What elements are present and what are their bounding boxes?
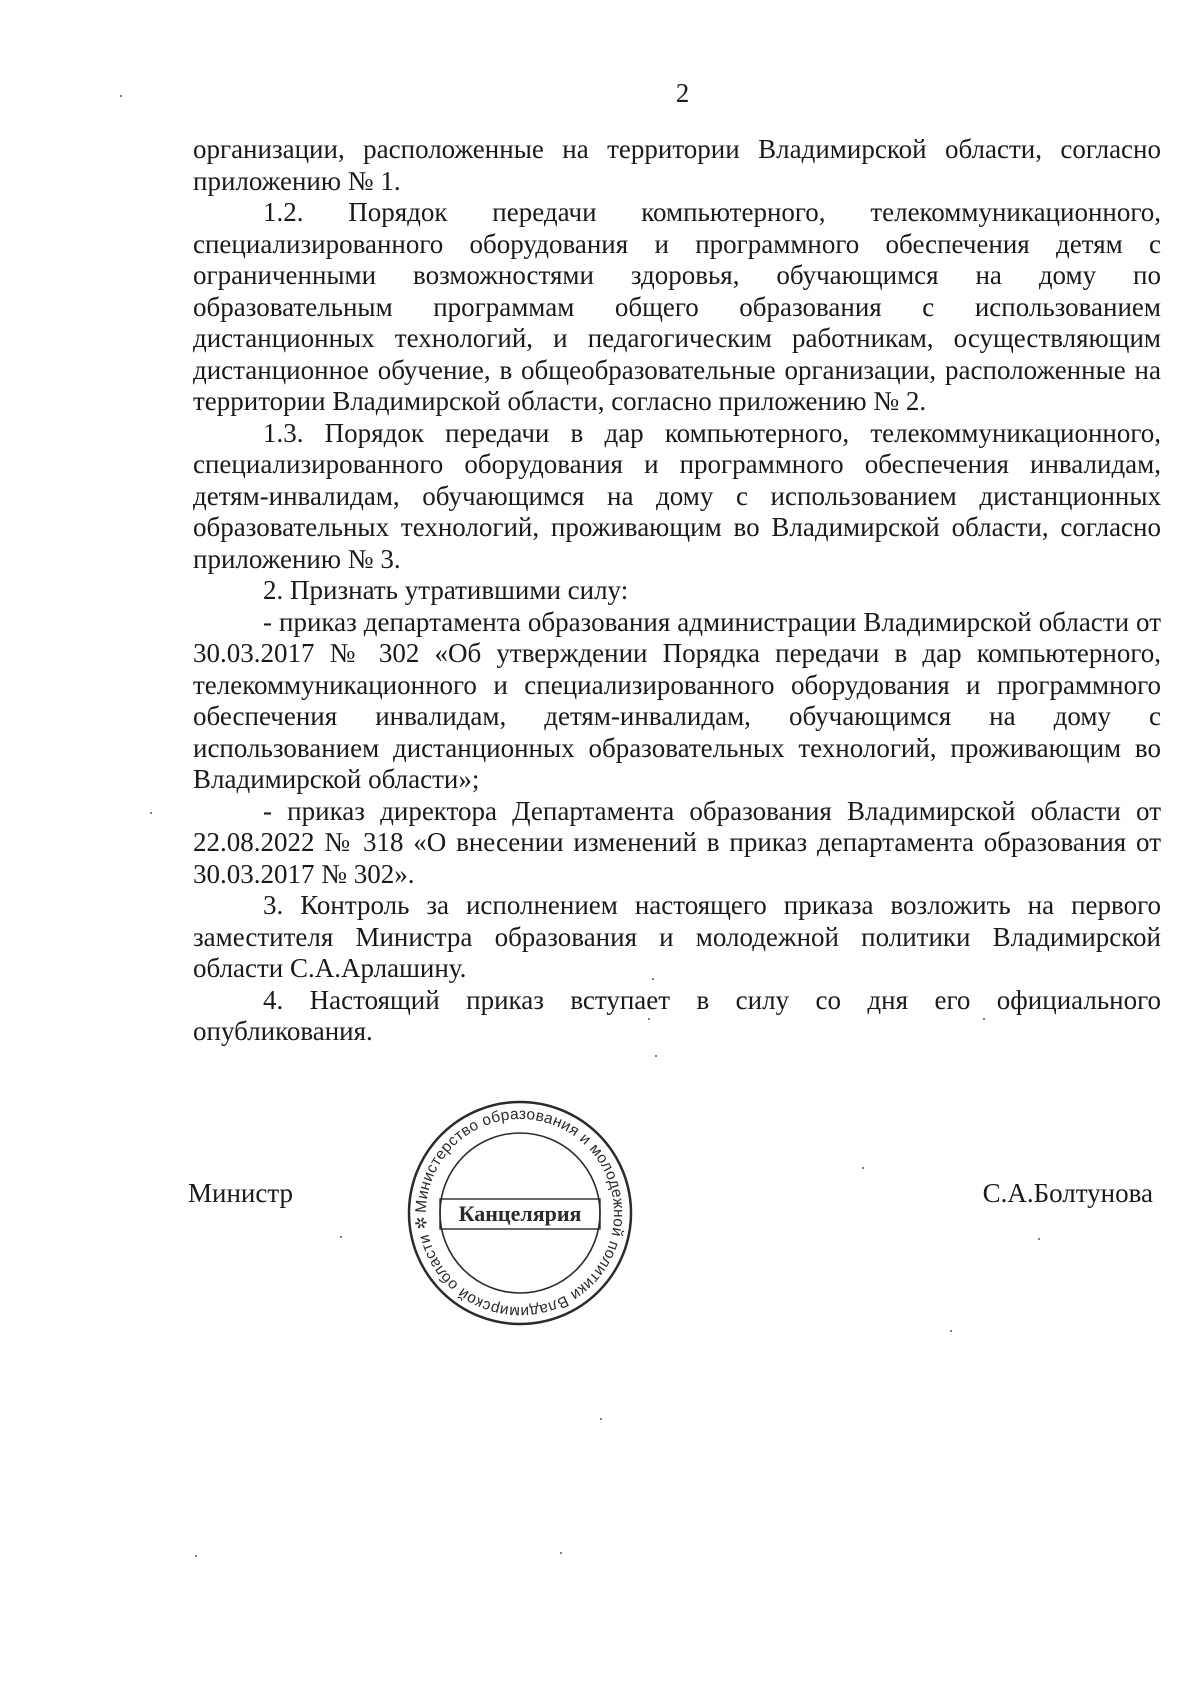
paragraph-2: 2. Признать утратившими силу: <box>263 575 629 605</box>
paragraph-1-2: 1.2. Порядок передачи компьютерного, телекоммуникационного, специализированного оборудования и программного обеспечения детям с ограниченными возможностями здоровья, обучающимся на дому по образовательным программам общего образования с использованием дистанционных технологий, и педагогическим работникам, осуществляющим дистанционное обучение, в общеобразовательные организации, расположенные на территории Владимирской области, согласно приложению № 2. <box>193 197 1161 416</box>
signer-title: Министр <box>188 1178 293 1208</box>
paragraph-2-item-1: - приказ департамента образования администрации Владимирской области от 30.03.2017 № 302 «Об утверждении Порядка передачи в дар компьютерного, телекоммуникационного и специализированного оборудования и программного обеспечения инвалидам, детям-инвалидам, обучающимся на дому с использованием дистанционных образовательных технологий, проживающим во Владимирской области»; <box>193 606 1161 794</box>
paragraph-1: организации, расположенные на территории Владимирской области, согласно приложению № 1. <box>193 134 1161 196</box>
paragraph-1-3: 1.3. Порядок передачи в дар компьютерного, телекоммуникационного, специализированного оборудования и программного обеспечения инвалидам, детям-инвалидам, обучающимся на дому с использованием дистанционных образовательных технологий, проживающим во Владимирской области, согласно приложению № 3. <box>193 417 1161 574</box>
official-seal-stamp <box>405 1098 635 1328</box>
signature-block <box>188 1178 1153 1218</box>
paragraph-2-item-2: - приказ директора Департамента образования Владимирской области от 22.08.2022 № 318 «О внесении изменений в приказ департамента образования от 30.03.2017 № 302». <box>193 795 1161 889</box>
page-number: 2 <box>675 78 690 108</box>
seal-ring-text: Министерство образования и молодежной политики Владимирской области ✲ <box>412 1105 628 1321</box>
signer-name: С.А.Болтунова <box>982 1178 1153 1208</box>
paragraph-4: 4. Настоящий приказ вступает в силу со дня его официального опубликования. <box>193 984 1161 1046</box>
document-body <box>193 134 1161 1048</box>
seal-center-text: Канцелярия <box>458 1201 582 1226</box>
paragraph-3: 3. Контроль за исполнением настоящего приказа возложить на первого заместителя Министра образования и молодежной политики Владимирской области С.А.Арлашину. <box>193 890 1161 983</box>
